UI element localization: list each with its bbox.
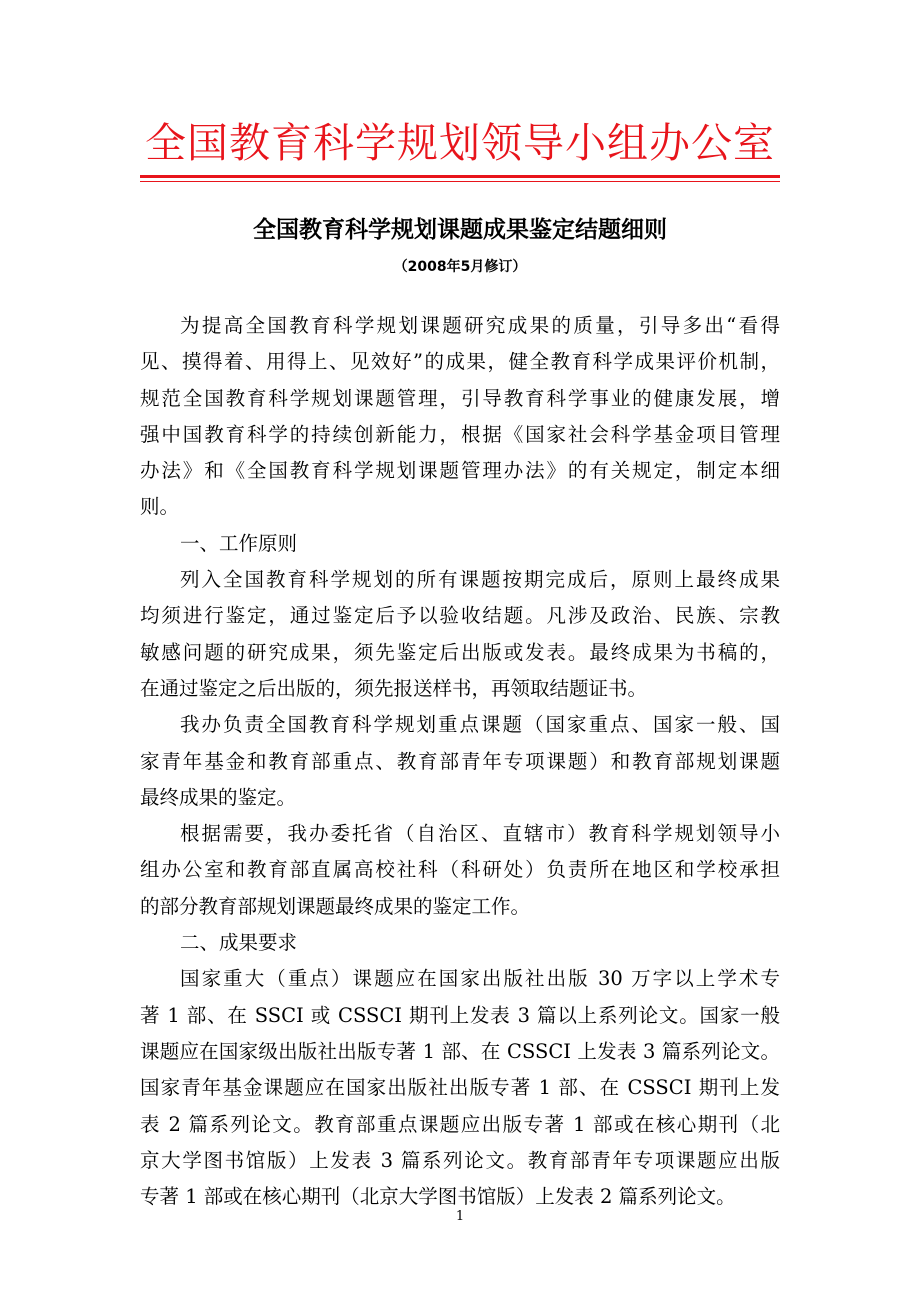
organization-header-title: 全国教育科学规划领导小组办公室: [145, 119, 775, 167]
body-text-line: 最终成果的鉴定。: [140, 785, 297, 809]
body-text-line: 国家重大（重点）课题应在国家出版社出版 30 万字以上学术专: [180, 967, 780, 991]
body-text-line: 组办公室和教育部直属高校社科（科研处）负责所在地区和学校承担: [140, 858, 780, 882]
body-text-line: 表 2 篇系列论文。教育部重点课题应出版专著 1 部或在核心期刊（北: [140, 1112, 780, 1136]
body-text-line: 课题应在国家级出版社出版专著 1 部、在 CSSCI 上发表 3 篇系列论文。: [140, 1039, 780, 1063]
document-revision-note: （2008年5月修订）: [393, 259, 527, 275]
header-red-rule-thick: [140, 175, 780, 178]
body-text-line: 在通过鉴定之后出版的，须先报送样书，再领取结题证书。: [140, 676, 648, 700]
page-number: 1: [455, 1209, 465, 1224]
body-text-line: 一、工作原则: [180, 531, 298, 555]
body-text-line: 则。: [140, 495, 180, 519]
document-title: 全国教育科学规划课题成果鉴定结题细则: [253, 217, 667, 243]
body-text-line: 见、摸得着、用得上、见效好”的成果，健全教育科学成果评价机制，: [140, 350, 780, 374]
body-text-line: 为提高全国教育科学规划课题研究成果的质量，引导多出“看得: [180, 314, 780, 337]
body-text-line: 我办负责全国教育科学规划重点课题（国家重点、国家一般、国: [180, 713, 780, 737]
body-text-line: 敏感问题的研究成果，须先鉴定后出版或发表。最终成果为书稿的，: [140, 640, 780, 664]
body-text-line: 的部分教育部规划课题最终成果的鉴定工作。: [140, 894, 531, 918]
body-text-line: 根据需要，我办委托省（自治区、直辖市）教育科学规划领导小: [180, 822, 780, 846]
body-text-line: 强中国教育科学的持续创新能力，根据《国家社会科学基金项目管理: [140, 422, 780, 446]
body-text-line: 专著 1 部或在核心期刊（北京大学图书馆版）上发表 2 篇系列论文。: [140, 1185, 736, 1209]
body-text-line: 家青年基金和教育部重点、教育部青年专项课题）和教育部规划课题: [140, 749, 780, 773]
body-text-line: 二、成果要求: [180, 931, 298, 955]
body-text-line: 国家青年基金课题应在国家出版社出版专著 1 部、在 CSSCI 期刊上发: [140, 1076, 780, 1100]
body-text-line: 列入全国教育科学规划的所有课题按期完成后，原则上最终成果: [180, 568, 780, 592]
document-body: [140, 308, 780, 1215]
body-text-line: 办法》和《全国教育科学规划课题管理办法》的有关规定，制定本细: [140, 459, 780, 483]
body-text-line: 著 1 部、在 SSCI 或 CSSCI 期刊上发表 3 篇以上系列论文。国家一般: [140, 1003, 780, 1027]
body-text-line: 均须进行鉴定，通过鉴定后予以验收结题。凡涉及政治、民族、宗教: [140, 604, 780, 628]
body-text-line: 规范全国教育科学规划课题管理，引导教育科学事业的健康发展，增: [140, 386, 780, 410]
header-red-rule-thin: [140, 181, 780, 182]
body-text-line: 京大学图书馆版）上发表 3 篇系列论文。教育部青年专项课题应出版: [140, 1148, 780, 1172]
